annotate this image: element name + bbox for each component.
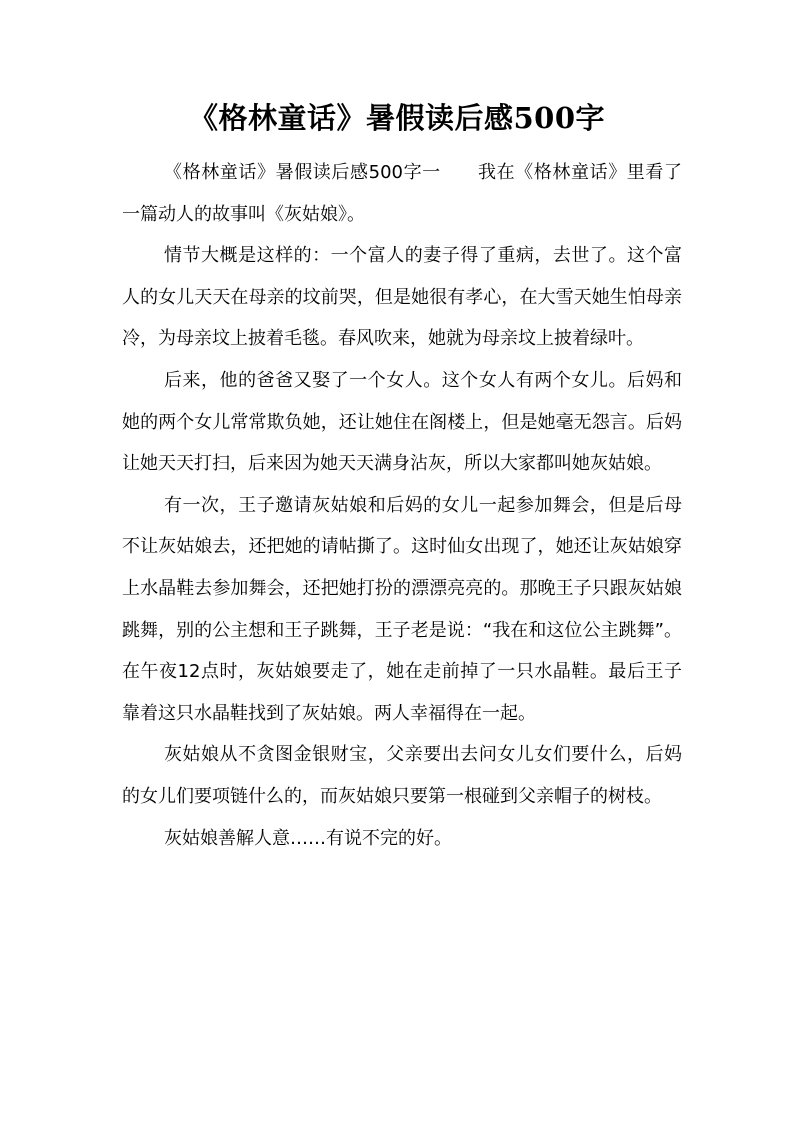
document-body [122, 152, 682, 859]
paragraph-1: 《格林童话》暑假读后感500字一 我在《格林童话》里看了一篇动人的故事叫《灰姑娘》。 [122, 162, 682, 225]
document-title: 《格林童话》暑假读后感500字 [188, 101, 606, 135]
paragraph-2: 情节大概是这样的：一个富人的妻子得了重病，去世了。这个富人的女儿天天在母亲的坟前哭，但是她很有孝心，在大雪天她生怕母亲冷，为母亲坟上披着毛毯。春风吹来，她就为母亲坟上披着绿叶。 [122, 245, 682, 350]
paragraph-5: 灰姑娘从不贪图金银财宝，父亲要出去问女儿女们要什么，后妈的女儿们要项链什么的，而灰姑娘只要第一根碰到父亲帽子的树枝。 [122, 744, 682, 807]
paragraph-6: 灰姑娘善解人意……有说不完的好。 [164, 827, 452, 849]
paragraph-4: 有一次，王子邀请灰姑娘和后妈的女儿一起参加舞会，但是后母不让灰姑娘去，还把她的请帖撕了。这时仙女出现了，她还让灰姑娘穿上水晶鞋去参加舞会，还把她打扮的漂漂亮亮的。那晚王子只跟灰姑娘跳舞，别的公主想和王子跳舞，王子老是说：“我在和这位公主跳舞”。在午夜12点时，灰姑娘要走了，她在走前掉了一只水晶鞋。最后王子靠着这只水晶鞋找到了灰姑娘。两人幸福得在一起。 [122, 494, 682, 724]
paragraph-3: 后来，他的爸爸又娶了一个女人。这个女人有两个女儿。后妈和她的两个女儿常常欺负她，还让她住在阁楼上，但是她毫无怨言。后妈让她天天打扫，后来因为她天天满身沾灰，所以大家都叫她灰姑娘。 [122, 369, 682, 475]
